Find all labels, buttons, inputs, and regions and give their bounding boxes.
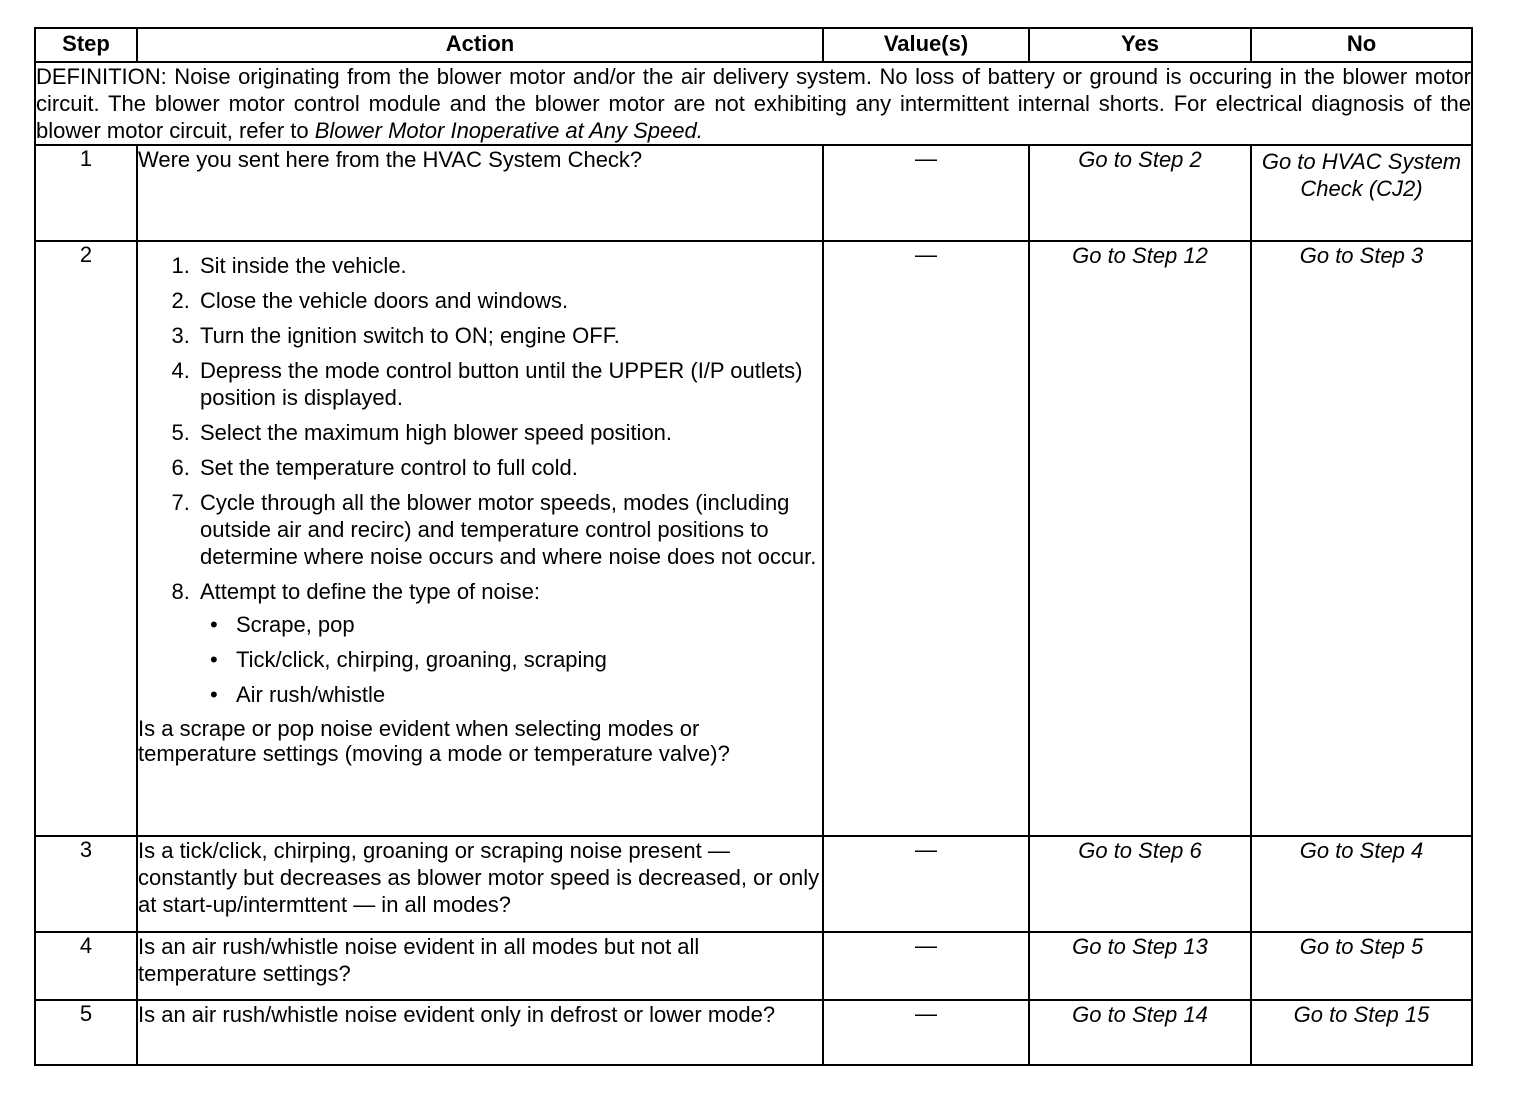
noise-type-item: • Scrape, pop: [232, 611, 822, 638]
substep-item: 6. Set the temperature control to full cold.: [196, 454, 822, 481]
value-cell: —: [823, 1000, 1029, 1065]
definition-text: DEFINITION: Noise originating from the blower motor and/or the air delivery system. No loss of battery or ground is occuring in the blower motor circuit. The blower motor control module and the blower motor are not exhibiting any intermittent internal shorts. For electrical diagnosis of the blower motor circuit, refer to: [36, 64, 1471, 143]
noise-type-item: • Tick/click, chirping, groaning, scraping: [232, 646, 822, 673]
diagnostic-table: [34, 27, 1473, 1066]
header-values: Value(s): [823, 28, 1029, 62]
action-text: Were you sent here from the HVAC System Check?: [138, 147, 643, 172]
value-cell: —: [823, 836, 1029, 932]
definition-cell: [35, 62, 1472, 145]
substep-item: 7. Cycle through all the blower motor speeds, modes (including outside air and recirc) and temperature control positions to determine where noise occurs and where noise does not occur.: [196, 489, 822, 570]
header-action: Action: [137, 28, 823, 62]
substep-item: 2. Close the vehicle doors and windows.: [196, 287, 822, 314]
action-cell: [137, 241, 823, 836]
table-row: [35, 836, 1472, 932]
substep-item: 4. Depress the mode control button until the UPPER (I/P outlets) position is displayed.: [196, 357, 822, 411]
header-row: [35, 28, 1472, 62]
action-cell: [137, 836, 823, 932]
header-step: Step: [35, 28, 137, 62]
definition-reference: Blower Motor Inoperative at Any Speed.: [314, 118, 703, 143]
table-row: [35, 932, 1472, 1000]
step-number: 5: [35, 1000, 137, 1065]
yes-cell: Go to Step 6: [1029, 836, 1251, 932]
substep-item: 1. Sit inside the vehicle.: [196, 252, 822, 279]
substep-item: 5. Select the maximum high blower speed position.: [196, 419, 822, 446]
noise-type-list: [200, 611, 822, 708]
no-reference: HVAC System Check (CJ2): [1300, 149, 1462, 201]
noise-type-item: • Air rush/whistle: [232, 681, 822, 708]
value-cell: —: [823, 145, 1029, 241]
table-row: [35, 241, 1472, 836]
table-row: [35, 1000, 1472, 1065]
action-cell: [137, 1000, 823, 1065]
diagnostic-table-page: [34, 27, 1471, 1066]
substep-item: 3. Turn the ignition switch to ON; engine OFF.: [196, 322, 822, 349]
yes-cell: Go to Step 2: [1029, 145, 1251, 241]
substep-text: Attempt to define the type of noise:: [200, 579, 540, 604]
substep-item: [196, 578, 822, 708]
action-text: Is an air rush/whistle noise evident in all modes but not all temperature settings?: [138, 934, 700, 986]
action-cell: [137, 932, 823, 1000]
yes-cell: Go to Step 13: [1029, 932, 1251, 1000]
step-number: 3: [35, 836, 137, 932]
definition-row: [35, 62, 1472, 145]
step-question: Is a scrape or pop noise evident when selecting modes or temperature settings (moving a mode or temperature valve)?: [138, 716, 730, 766]
substep-list: [138, 252, 822, 708]
step-number: 1: [35, 145, 137, 241]
no-prefix: Go to: [1261, 149, 1322, 174]
no-cell: Go to Step 4: [1251, 836, 1472, 932]
no-cell: [1251, 145, 1472, 241]
yes-cell: Go to Step 14: [1029, 1000, 1251, 1065]
value-cell: —: [823, 241, 1029, 836]
step-number: 4: [35, 932, 137, 1000]
yes-cell: Go to Step 12: [1029, 241, 1251, 836]
header-yes: Yes: [1029, 28, 1251, 62]
no-cell: Go to Step 15: [1251, 1000, 1472, 1065]
value-cell: —: [823, 932, 1029, 1000]
table-row: [35, 145, 1472, 241]
no-cell: Go to Step 3: [1251, 241, 1472, 836]
step-number: 2: [35, 241, 137, 836]
action-text: Is an air rush/whistle noise evident only in defrost or lower mode?: [138, 1002, 776, 1027]
header-no: No: [1251, 28, 1472, 62]
action-cell: [137, 145, 823, 241]
no-cell: Go to Step 5: [1251, 932, 1472, 1000]
action-text: Is a tick/click, chirping, groaning or scraping noise present — constantly but decreases as blower motor speed is decreased, or only at start-up/intermttent — in all modes?: [138, 838, 820, 917]
